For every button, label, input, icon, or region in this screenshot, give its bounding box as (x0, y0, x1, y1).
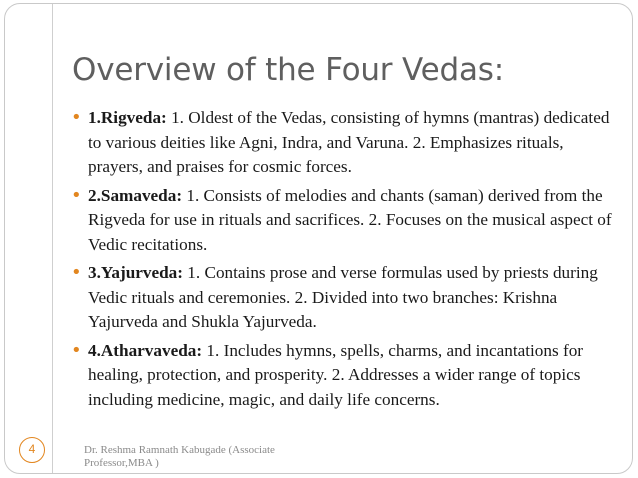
bullet-heading: 3.Yajurveda: (88, 263, 183, 282)
bullet-list (71, 106, 614, 416)
bullet-item-yajurveda (71, 261, 614, 335)
bullet-item-atharvaveda (71, 339, 614, 413)
slide-title: Overview of the Four Vedas: (72, 52, 504, 88)
bullet-item-rigveda (71, 106, 614, 180)
bullet-heading: 2.Samaveda: (88, 185, 183, 205)
bullet-icon: • (71, 339, 82, 361)
bullet-text: 1. Includes hymns, spells, charms, and incantations for healing, protection, and prosperity. 2. Addresses a wider range of topics including medicine, magic, and daily life concerns. (88, 340, 584, 409)
page-number-badge: 4 (19, 437, 45, 463)
bullet-text: 1. Oldest of the Vedas, consisting of hymns (mantras) dedicated to various deities like Agni, Indra, and Varuna. 2. Emphasizes rituals, prayers, and praises for cosmic forces. (88, 108, 610, 176)
bullet-heading: 1.Rigveda: (88, 108, 167, 127)
bullet-icon: • (71, 184, 82, 206)
bullet-item-samaveda (71, 184, 614, 258)
bullet-text: 1. Contains prose and verse formulas used by priests during Vedic rituals and ceremonies. 2. Divided into two branches: Krishna Yajurveda and Shukla Yajurveda. (88, 263, 598, 331)
left-divider-line (52, 4, 53, 473)
bullet-heading: 4.Atharvaveda: (88, 340, 203, 360)
bullet-text: 1. Consists of melodies and chants (saman) derived from the Rigveda for use in rituals and sacrifices. 2. Focuses on the musical aspect of Vedic recitations. (88, 185, 612, 254)
bullet-icon: • (71, 262, 82, 283)
footer-author: Dr. Reshma Ramnath Kabugade (Associate Professor,MBA ) (84, 444, 275, 469)
bullet-icon: • (71, 107, 82, 128)
